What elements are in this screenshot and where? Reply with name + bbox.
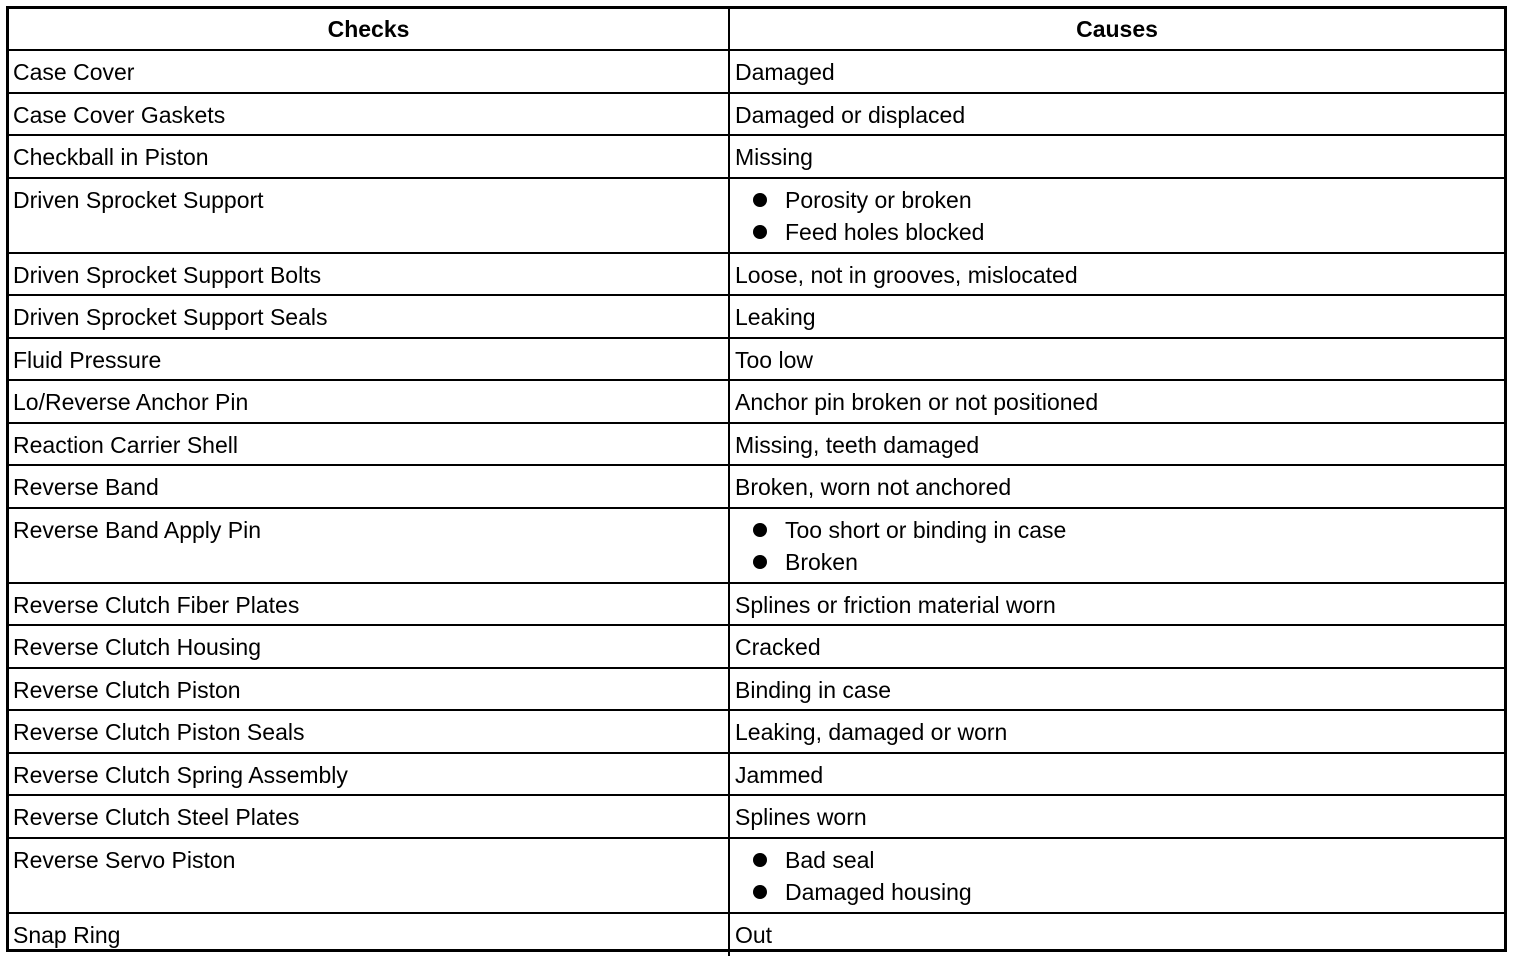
check-cell: Reverse Clutch Piston (9, 669, 730, 712)
cause-cell: Anchor pin broken or not positioned (730, 381, 1504, 424)
cause-bullet-item (735, 546, 1500, 579)
check-cell: Reverse Clutch Steel Plates (9, 796, 730, 839)
cause-cell: Damaged (730, 51, 1504, 94)
cause-cell (730, 179, 1504, 254)
cause-cell (730, 509, 1504, 584)
check-cell: Reverse Band Apply Pin (9, 509, 730, 584)
cause-bullet-text: Feed holes blocked (785, 219, 985, 245)
cause-cell: Missing, teeth damaged (730, 424, 1504, 467)
cause-bullet-text: Bad seal (785, 846, 875, 873)
check-cell: Case Cover Gaskets (9, 94, 730, 137)
cause-cell: Leaking (730, 296, 1504, 339)
check-cell: Reverse Servo Piston (9, 839, 730, 914)
bullet-icon (753, 193, 767, 207)
cause-bullet-text: Damaged housing (785, 879, 972, 905)
checks-causes-table (6, 6, 1507, 952)
cause-cell: Out (735, 921, 773, 948)
bullet-icon (753, 853, 767, 867)
cause-bullet-item (735, 184, 1500, 217)
cause-cell: Broken, worn not anchored (730, 466, 1504, 509)
cause-bullet-list (735, 184, 1500, 249)
cause-cell: Leaking, damaged or worn (730, 711, 1504, 754)
cause-cell: Loose, not in grooves, mislocated (730, 254, 1504, 297)
check-cell: Reverse Band (9, 466, 730, 509)
cause-cell: Binding in case (730, 669, 1504, 712)
cause-bullet-text: Porosity or broken (785, 186, 972, 213)
cause-cell: Splines worn (730, 796, 1504, 839)
check-cell: Case Cover (9, 51, 730, 94)
cause-bullet-item (735, 844, 1500, 877)
cause-bullet-item (735, 514, 1500, 547)
check-cell: Reverse Clutch Fiber Plates (9, 584, 730, 627)
check-cell: Snap Ring (9, 914, 730, 957)
cause-cell: Splines or friction material worn (730, 584, 1504, 627)
check-cell: Reaction Carrier Shell (9, 424, 730, 467)
check-cell: Checkball in Piston (9, 136, 730, 179)
cause-bullet-list (735, 514, 1500, 579)
check-cell: Driven Sprocket Support Bolts (9, 254, 730, 297)
cause-bullet-text: Broken (785, 549, 858, 575)
check-cell: Fluid Pressure (9, 339, 730, 382)
check-cell: Reverse Clutch Spring Assembly (9, 754, 730, 797)
cause-cell (730, 839, 1504, 914)
cause-cell: Damaged or displaced (730, 94, 1504, 137)
cause-bullet-item (735, 216, 1500, 249)
check-cell: Driven Sprocket Support (9, 179, 730, 254)
cause-bullet-text: Too short or binding in case (785, 516, 1067, 543)
cause-cell: Missing (730, 136, 1504, 179)
cause-bullet-list (735, 844, 1500, 909)
cause-cell: Cracked (730, 626, 1504, 669)
bullet-icon (753, 225, 767, 239)
header-checks: Checks (9, 9, 730, 51)
bullet-icon (753, 885, 767, 899)
check-cell: Reverse Clutch Housing (9, 626, 730, 669)
check-cell: Driven Sprocket Support Seals (9, 296, 730, 339)
check-cell: Reverse Clutch Piston Seals (9, 711, 730, 754)
cause-bullet-item (735, 876, 1500, 909)
check-cell: Lo/Reverse Anchor Pin (9, 381, 730, 424)
cause-cell: Too low (730, 339, 1504, 382)
header-causes: Causes (730, 9, 1504, 51)
bullet-icon (753, 523, 767, 537)
bullet-icon (753, 555, 767, 569)
cause-cell: Jammed (730, 754, 1504, 797)
